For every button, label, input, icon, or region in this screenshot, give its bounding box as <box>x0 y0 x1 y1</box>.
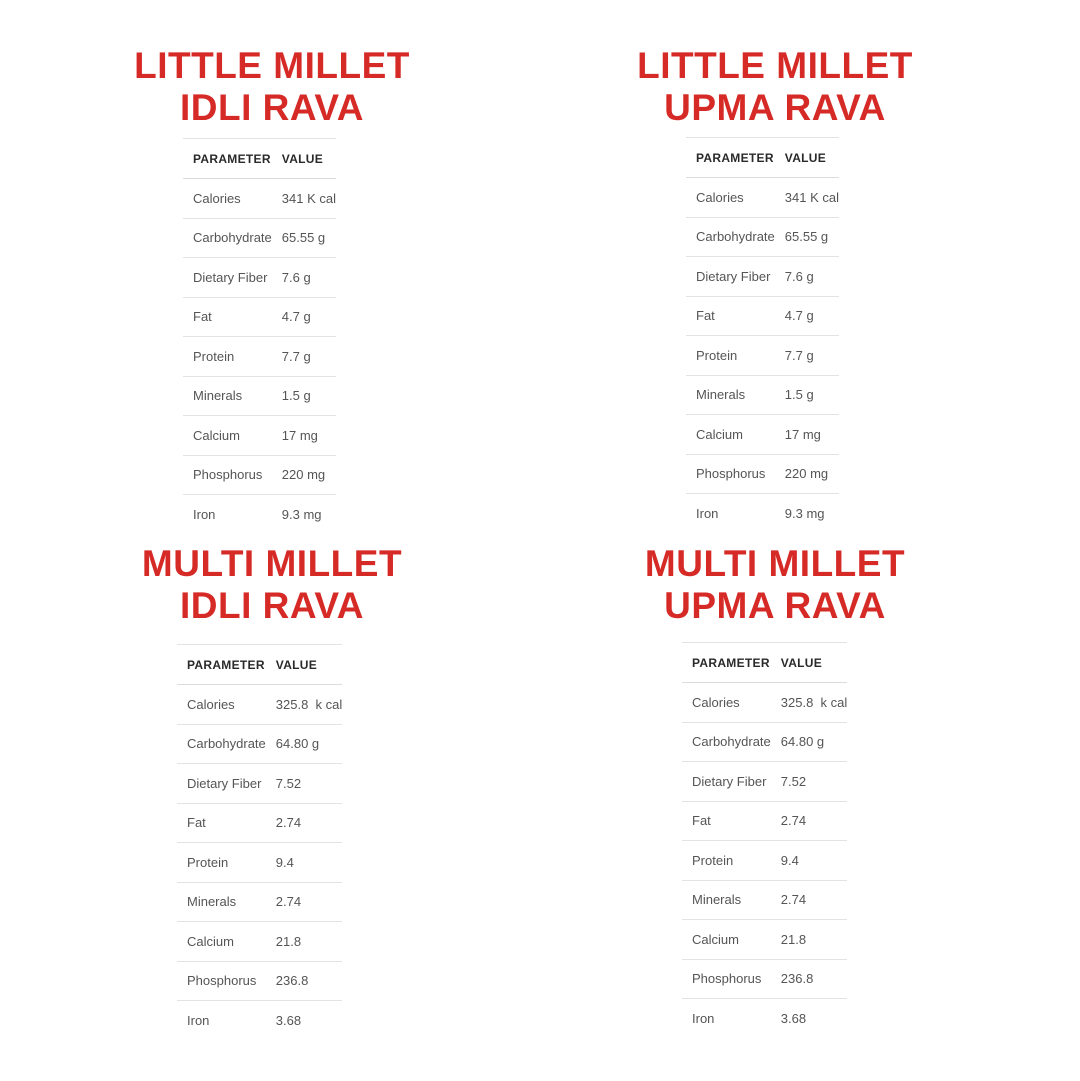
cell-parameter: Dietary Fiber <box>682 762 771 802</box>
table-row <box>177 803 342 843</box>
table-row <box>686 257 839 297</box>
cell-parameter: Iron <box>183 495 272 535</box>
table-row <box>183 376 336 416</box>
cell-parameter: Minerals <box>686 375 775 415</box>
title-line: MULTI MILLET <box>141 543 403 584</box>
table-header-row <box>686 138 839 178</box>
cell-parameter: Phosphorus <box>177 961 266 1001</box>
table-row <box>686 178 839 218</box>
cell-parameter: Calcium <box>183 416 272 456</box>
cell-parameter: Dietary Fiber <box>183 258 272 298</box>
nutrition-table <box>183 138 336 534</box>
cell-value: 65.55 g <box>775 217 839 257</box>
cell-value: 341 K cal <box>775 178 839 218</box>
cell-parameter: Protein <box>183 337 272 377</box>
table-row <box>686 415 839 455</box>
header-parameter: PARAMETER <box>682 643 771 683</box>
cell-value: 3.68 <box>771 999 848 1039</box>
nutrition-table <box>686 137 839 533</box>
cell-value: 325.8 k cal <box>771 683 848 723</box>
cell-parameter: Fat <box>177 803 266 843</box>
header-parameter: PARAMETER <box>177 645 266 685</box>
title-line: LITTLE MILLET <box>637 45 913 86</box>
cell-parameter: Carbohydrate <box>183 218 272 258</box>
cell-parameter: Fat <box>682 801 771 841</box>
cell-value: 236.8 <box>771 959 848 999</box>
table-row <box>183 258 336 298</box>
cell-value: 7.6 g <box>775 257 839 297</box>
cell-value: 4.7 g <box>272 297 336 337</box>
cell-parameter: Protein <box>682 841 771 881</box>
cell-parameter: Calories <box>682 683 771 723</box>
cell-parameter: Dietary Fiber <box>686 257 775 297</box>
cell-value: 9.3 mg <box>272 495 336 535</box>
cell-parameter: Carbohydrate <box>682 722 771 762</box>
cell-value: 341 K cal <box>272 179 336 219</box>
cell-parameter: Phosphorus <box>183 455 272 495</box>
table-row <box>686 296 839 336</box>
table-row <box>177 922 342 962</box>
cell-value: 2.74 <box>266 882 343 922</box>
table-row <box>686 375 839 415</box>
title-line: IDLI RAVA <box>179 87 364 128</box>
cell-parameter: Phosphorus <box>686 454 775 494</box>
table-row <box>177 961 342 1001</box>
table-row <box>183 455 336 495</box>
cell-value: 7.52 <box>266 764 343 804</box>
cell-value: 64.80 g <box>266 724 343 764</box>
cell-value: 220 mg <box>272 455 336 495</box>
cell-value: 7.7 g <box>272 337 336 377</box>
table-row <box>177 1001 342 1041</box>
cell-value: 65.55 g <box>272 218 336 258</box>
panel-title <box>525 45 1025 129</box>
cell-value: 7.6 g <box>272 258 336 298</box>
cell-value: 3.68 <box>266 1001 343 1041</box>
cell-parameter: Protein <box>686 336 775 376</box>
cell-parameter: Iron <box>686 494 775 534</box>
table-row <box>177 882 342 922</box>
table-row <box>183 337 336 377</box>
title-line: MULTI MILLET <box>644 543 906 584</box>
table-row <box>183 416 336 456</box>
table-row <box>682 801 847 841</box>
cell-value: 2.74 <box>771 801 848 841</box>
cell-parameter: Calories <box>183 179 272 219</box>
table-row <box>177 685 342 725</box>
cell-value: 325.8 k cal <box>266 685 343 725</box>
cell-parameter: Minerals <box>177 882 266 922</box>
title-line: LITTLE MILLET <box>134 45 410 86</box>
cell-value: 9.4 <box>771 841 848 881</box>
title-line: UPMA RAVA <box>664 87 886 128</box>
header-parameter: PARAMETER <box>686 138 775 178</box>
cell-parameter: Iron <box>682 999 771 1039</box>
cell-parameter: Carbohydrate <box>686 217 775 257</box>
table-row <box>183 495 336 535</box>
cell-parameter: Iron <box>177 1001 266 1041</box>
cell-parameter: Protein <box>177 843 266 883</box>
cell-value: 2.74 <box>771 880 848 920</box>
table-row <box>183 297 336 337</box>
header-value: VALUE <box>272 139 336 179</box>
table-row <box>682 841 847 881</box>
cell-parameter: Calcium <box>682 920 771 960</box>
panel-title <box>525 543 1025 627</box>
title-line: IDLI RAVA <box>179 585 364 626</box>
panel-title <box>22 543 522 627</box>
cell-value: 236.8 <box>266 961 343 1001</box>
table-row <box>177 764 342 804</box>
cell-parameter: Calcium <box>177 922 266 962</box>
cell-value: 21.8 <box>771 920 848 960</box>
cell-value: 7.7 g <box>775 336 839 376</box>
cell-parameter: Minerals <box>183 376 272 416</box>
cell-parameter: Calcium <box>686 415 775 455</box>
table-row <box>682 959 847 999</box>
cell-value: 21.8 <box>266 922 343 962</box>
table-header-row <box>177 645 342 685</box>
table-row <box>682 880 847 920</box>
header-value: VALUE <box>266 645 343 685</box>
cell-value: 17 mg <box>775 415 839 455</box>
cell-parameter: Fat <box>183 297 272 337</box>
cell-parameter: Carbohydrate <box>177 724 266 764</box>
table-row <box>177 724 342 764</box>
table-row <box>177 843 342 883</box>
header-value: VALUE <box>771 643 848 683</box>
header-value: VALUE <box>775 138 839 178</box>
header-parameter: PARAMETER <box>183 139 272 179</box>
cell-value: 9.4 <box>266 843 343 883</box>
table-row <box>682 722 847 762</box>
table-row <box>183 179 336 219</box>
table-row <box>682 920 847 960</box>
cell-value: 2.74 <box>266 803 343 843</box>
table-row <box>686 454 839 494</box>
cell-parameter: Fat <box>686 296 775 336</box>
nutrition-table <box>177 644 342 1040</box>
cell-value: 64.80 g <box>771 722 848 762</box>
cell-value: 220 mg <box>775 454 839 494</box>
table-row <box>682 762 847 802</box>
cell-parameter: Calories <box>177 685 266 725</box>
nutrition-table <box>682 642 847 1038</box>
cell-parameter: Phosphorus <box>682 959 771 999</box>
cell-value: 1.5 g <box>272 376 336 416</box>
table-row <box>686 494 839 534</box>
table-row <box>682 999 847 1039</box>
table-header-row <box>183 139 336 179</box>
cell-value: 17 mg <box>272 416 336 456</box>
table-row <box>686 217 839 257</box>
cell-value: 7.52 <box>771 762 848 802</box>
cell-value: 4.7 g <box>775 296 839 336</box>
cell-value: 9.3 mg <box>775 494 839 534</box>
cell-parameter: Minerals <box>682 880 771 920</box>
table-row <box>183 218 336 258</box>
cell-value: 1.5 g <box>775 375 839 415</box>
cell-parameter: Dietary Fiber <box>177 764 266 804</box>
table-row <box>686 336 839 376</box>
panel-title <box>22 45 522 129</box>
table-header-row <box>682 643 847 683</box>
table-row <box>682 683 847 723</box>
cell-parameter: Calories <box>686 178 775 218</box>
title-line: UPMA RAVA <box>664 585 886 626</box>
